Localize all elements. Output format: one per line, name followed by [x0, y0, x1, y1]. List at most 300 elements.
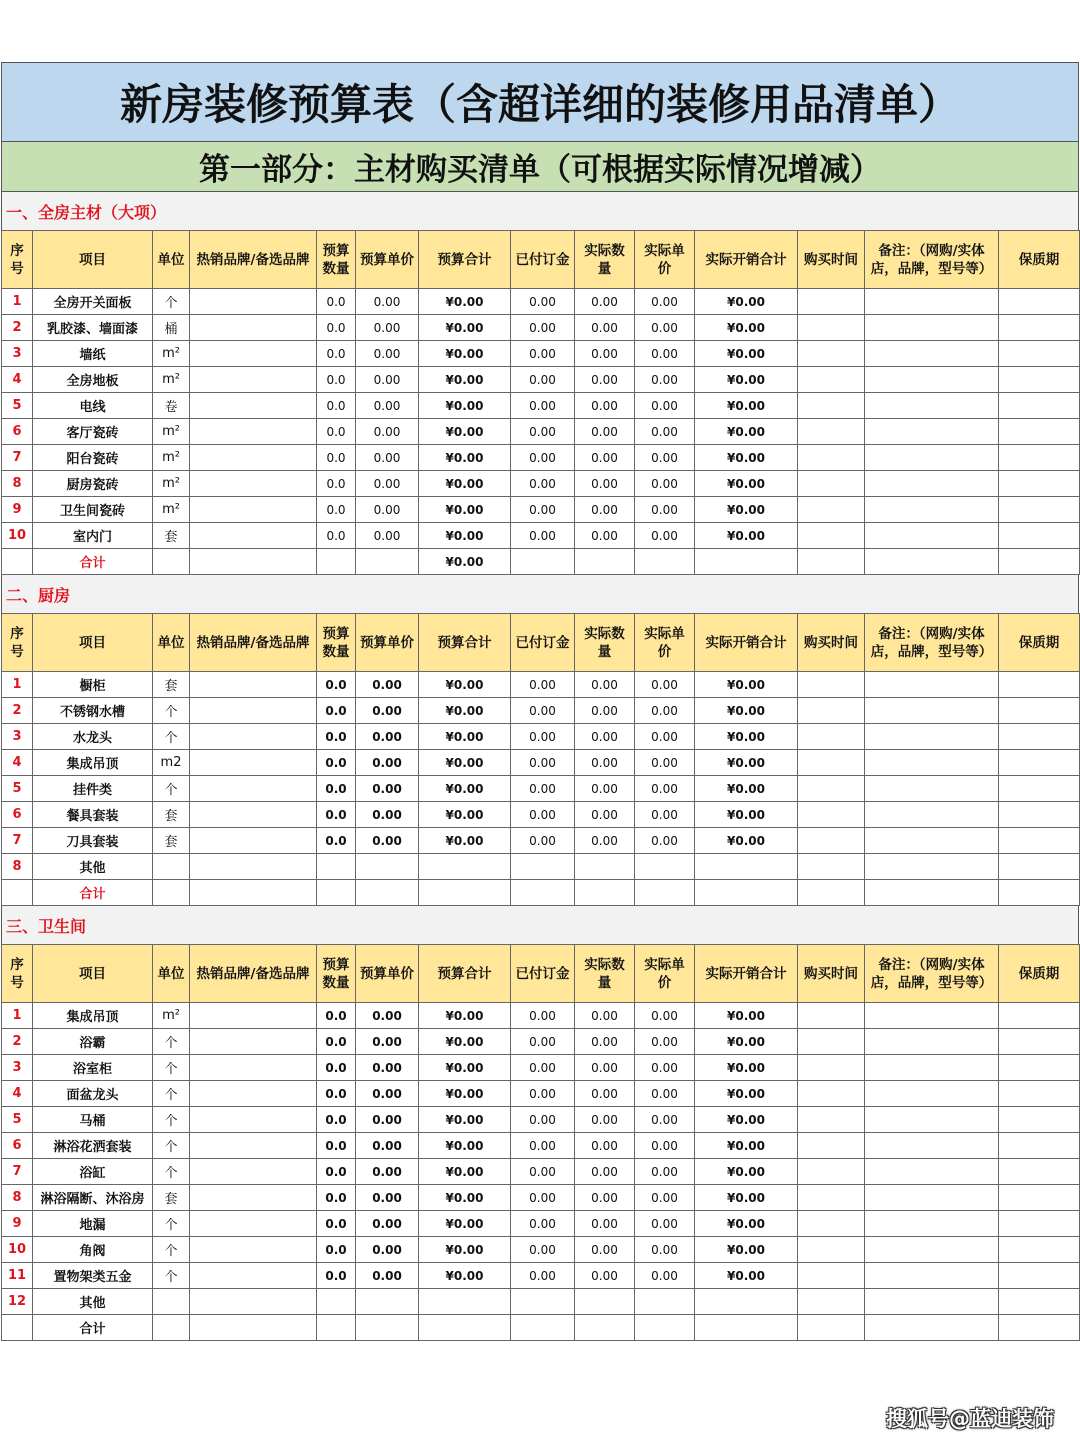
cell-qty[interactable]: 0.0: [317, 471, 356, 497]
cell-aprice[interactable]: 0.00: [635, 1237, 695, 1263]
cell-note[interactable]: [865, 776, 999, 802]
cell-warranty[interactable]: [999, 1081, 1080, 1107]
cell-aqty[interactable]: 0.00: [575, 1237, 635, 1263]
cell-aprice[interactable]: 0.00: [635, 471, 695, 497]
cell-brand[interactable]: [190, 1289, 317, 1315]
cell-time[interactable]: [798, 698, 865, 724]
cell-brand[interactable]: [190, 497, 317, 523]
cell-deposit[interactable]: 0.00: [511, 367, 575, 393]
cell-warranty[interactable]: [999, 854, 1080, 880]
cell-aqty[interactable]: 0.00: [575, 497, 635, 523]
cell-unit: [153, 854, 190, 880]
cell-time[interactable]: [798, 445, 865, 471]
cell-qty[interactable]: 0.0: [317, 315, 356, 341]
cell-aqty[interactable]: 0.00: [575, 672, 635, 698]
cell-aqty[interactable]: 0.00: [575, 776, 635, 802]
cell-note[interactable]: [865, 854, 999, 880]
cell-aqty[interactable]: 0.00: [575, 289, 635, 315]
cell-qty[interactable]: 0.0: [317, 1055, 356, 1081]
cell-note[interactable]: [865, 1081, 999, 1107]
cell-time[interactable]: [798, 393, 865, 419]
cell-note[interactable]: [865, 1211, 999, 1237]
cell-warranty[interactable]: [999, 1211, 1080, 1237]
cell-deposit[interactable]: 0.00: [511, 776, 575, 802]
cell-warranty[interactable]: [999, 776, 1080, 802]
cell-price[interactable]: 0.00: [356, 497, 419, 523]
cell-aprice[interactable]: 0.00: [635, 672, 695, 698]
cell-aprice[interactable]: 0.00: [635, 341, 695, 367]
cell-price[interactable]: 0.00: [356, 672, 419, 698]
cell-qty[interactable]: 0.0: [317, 828, 356, 854]
cell-actual: ¥0.00: [695, 750, 798, 776]
cell-aqty[interactable]: 0.00: [575, 1133, 635, 1159]
cell-brand[interactable]: [190, 776, 317, 802]
cell-aqty[interactable]: 0.00: [575, 1211, 635, 1237]
cell-actual: ¥0.00: [695, 471, 798, 497]
cell-qty[interactable]: 0.0: [317, 724, 356, 750]
cell-aqty[interactable]: 0.00: [575, 419, 635, 445]
cell-deposit[interactable]: 0.00: [511, 419, 575, 445]
cell-aqty[interactable]: 0.00: [575, 315, 635, 341]
cell-price[interactable]: 0.00: [356, 1055, 419, 1081]
cell-deposit[interactable]: 0.00: [511, 750, 575, 776]
cell-warranty[interactable]: [999, 497, 1080, 523]
cell-qty[interactable]: 0.0: [317, 1029, 356, 1055]
cell-aprice[interactable]: 0.00: [635, 1263, 695, 1289]
cell-aqty[interactable]: 0.00: [575, 1081, 635, 1107]
cell-price[interactable]: 0.00: [356, 1133, 419, 1159]
cell-price[interactable]: 0.00: [356, 1081, 419, 1107]
cell-note[interactable]: [865, 698, 999, 724]
cell-time[interactable]: [798, 776, 865, 802]
cell-time[interactable]: [798, 341, 865, 367]
column-header: 预算 数量: [317, 614, 356, 672]
cell-price[interactable]: 0.00: [356, 419, 419, 445]
cell-note[interactable]: [865, 289, 999, 315]
cell-brand[interactable]: [190, 471, 317, 497]
cell-warranty[interactable]: [999, 724, 1080, 750]
cell-unit: 套: [153, 802, 190, 828]
cell-aprice[interactable]: 0.00: [635, 367, 695, 393]
cell-note[interactable]: [865, 750, 999, 776]
cell-price[interactable]: 0.00: [356, 367, 419, 393]
cell-price[interactable]: 0.00: [356, 471, 419, 497]
cell-unit: 个: [153, 289, 190, 315]
cell-no: 2: [2, 315, 33, 341]
cell-aprice[interactable]: [635, 1289, 695, 1315]
cell-qty[interactable]: 0.0: [317, 672, 356, 698]
cell-budget: ¥0.00: [419, 776, 511, 802]
cell-note[interactable]: [865, 1133, 999, 1159]
cell-deposit[interactable]: 0.00: [511, 724, 575, 750]
cell-qty[interactable]: [317, 1289, 356, 1315]
cell-warranty[interactable]: [999, 1003, 1080, 1029]
column-header: 备注：（网购/实体 店，品牌，型号等）: [865, 231, 999, 289]
cell-aqty[interactable]: 0.00: [575, 1029, 635, 1055]
cell-note[interactable]: [865, 1237, 999, 1263]
cell-brand[interactable]: [190, 367, 317, 393]
cell-time[interactable]: [798, 802, 865, 828]
total-cell-time: [798, 549, 865, 575]
cell-price[interactable]: 0.00: [356, 1159, 419, 1185]
cell-note[interactable]: [865, 1107, 999, 1133]
cell-qty[interactable]: 0.0: [317, 445, 356, 471]
cell-brand[interactable]: [190, 1159, 317, 1185]
cell-aqty[interactable]: 0.00: [575, 1003, 635, 1029]
cell-deposit[interactable]: 0.00: [511, 393, 575, 419]
cell-no: 4: [2, 750, 33, 776]
cell-qty[interactable]: 0.0: [317, 1237, 356, 1263]
cell-warranty[interactable]: [999, 1055, 1080, 1081]
cell-qty[interactable]: 0.0: [317, 523, 356, 549]
cell-warranty[interactable]: [999, 1107, 1080, 1133]
cell-unit: 套: [153, 672, 190, 698]
cell-aprice[interactable]: 0.00: [635, 419, 695, 445]
cell-price[interactable]: 0.00: [356, 289, 419, 315]
cell-brand[interactable]: [190, 289, 317, 315]
cell-aprice[interactable]: 0.00: [635, 1029, 695, 1055]
cell-time[interactable]: [798, 1185, 865, 1211]
cell-warranty[interactable]: [999, 1237, 1080, 1263]
cell-warranty[interactable]: [999, 672, 1080, 698]
cell-aqty[interactable]: 0.00: [575, 445, 635, 471]
cell-qty[interactable]: 0.0: [317, 1211, 356, 1237]
cell-time[interactable]: [798, 1003, 865, 1029]
cell-aprice[interactable]: 0.00: [635, 445, 695, 471]
total-cell-qty: [317, 880, 356, 906]
cell-price[interactable]: 0.00: [356, 1003, 419, 1029]
cell-aprice[interactable]: 0.00: [635, 1081, 695, 1107]
cell-qty[interactable]: 0.0: [317, 1133, 356, 1159]
cell-qty[interactable]: 0.0: [317, 1107, 356, 1133]
cell-brand[interactable]: [190, 750, 317, 776]
cell-brand[interactable]: [190, 523, 317, 549]
cell-brand[interactable]: [190, 1211, 317, 1237]
cell-warranty[interactable]: [999, 1185, 1080, 1211]
cell-qty[interactable]: 0.0: [317, 419, 356, 445]
cell-price[interactable]: 0.00: [356, 523, 419, 549]
cell-qty[interactable]: 0.0: [317, 1159, 356, 1185]
cell-note[interactable]: [865, 471, 999, 497]
table-row: [2, 750, 1080, 776]
cell-warranty[interactable]: [999, 523, 1080, 549]
cell-deposit[interactable]: 0.00: [511, 672, 575, 698]
cell-price[interactable]: 0.00: [356, 341, 419, 367]
cell-time[interactable]: [798, 367, 865, 393]
cell-aqty[interactable]: 0.00: [575, 828, 635, 854]
cell-note[interactable]: [865, 802, 999, 828]
cell-warranty[interactable]: [999, 289, 1080, 315]
cell-aqty[interactable]: 0.00: [575, 1159, 635, 1185]
cell-brand[interactable]: [190, 341, 317, 367]
cell-brand[interactable]: [190, 445, 317, 471]
cell-brand[interactable]: [190, 854, 317, 880]
cell-qty[interactable]: 0.0: [317, 341, 356, 367]
cell-warranty[interactable]: [999, 750, 1080, 776]
cell-warranty[interactable]: [999, 1263, 1080, 1289]
cell-qty[interactable]: 0.0: [317, 802, 356, 828]
column-header: 预算合计: [419, 231, 511, 289]
cell-brand[interactable]: [190, 724, 317, 750]
cell-brand[interactable]: [190, 672, 317, 698]
cell-aprice[interactable]: 0.00: [635, 698, 695, 724]
cell-aprice[interactable]: 0.00: [635, 724, 695, 750]
cell-price[interactable]: 0.00: [356, 393, 419, 419]
cell-price[interactable]: 0.00: [356, 802, 419, 828]
column-header: 实际数 量: [575, 231, 635, 289]
cell-brand[interactable]: [190, 1055, 317, 1081]
column-header: 预算 数量: [317, 231, 356, 289]
cell-deposit[interactable]: 0.00: [511, 1237, 575, 1263]
cell-no: 2: [2, 1029, 33, 1055]
cell-aprice[interactable]: 0.00: [635, 523, 695, 549]
cell-qty[interactable]: 0.0: [317, 289, 356, 315]
cell-note[interactable]: [865, 419, 999, 445]
cell-aqty[interactable]: 0.00: [575, 724, 635, 750]
cell-qty[interactable]: 0.0: [317, 1185, 356, 1211]
cell-brand[interactable]: [190, 1133, 317, 1159]
cell-aqty[interactable]: 0.00: [575, 393, 635, 419]
cell-qty[interactable]: 0.0: [317, 497, 356, 523]
cell-deposit[interactable]: 0.00: [511, 1133, 575, 1159]
cell-budget: [419, 854, 511, 880]
cell-time[interactable]: [798, 289, 865, 315]
cell-note[interactable]: [865, 1263, 999, 1289]
cell-deposit[interactable]: 0.00: [511, 1003, 575, 1029]
total-cell-budget: [419, 880, 511, 906]
cell-brand[interactable]: [190, 1107, 317, 1133]
cell-aqty[interactable]: 0.00: [575, 471, 635, 497]
cell-time[interactable]: [798, 1263, 865, 1289]
cell-aprice[interactable]: 0.00: [635, 1107, 695, 1133]
cell-time[interactable]: [798, 419, 865, 445]
cell-time[interactable]: [798, 1289, 865, 1315]
cell-note[interactable]: [865, 1185, 999, 1211]
cell-deposit[interactable]: 0.00: [511, 289, 575, 315]
cell-deposit[interactable]: 0.00: [511, 445, 575, 471]
cell-aqty[interactable]: [575, 854, 635, 880]
cell-note[interactable]: [865, 315, 999, 341]
cell-time[interactable]: [798, 497, 865, 523]
cell-brand[interactable]: [190, 802, 317, 828]
cell-unit: 个: [153, 698, 190, 724]
cell-time[interactable]: [798, 523, 865, 549]
cell-note[interactable]: [865, 1029, 999, 1055]
cell-time[interactable]: [798, 1237, 865, 1263]
cell-note[interactable]: [865, 1003, 999, 1029]
cell-aprice[interactable]: 0.00: [635, 315, 695, 341]
cell-deposit[interactable]: 0.00: [511, 1263, 575, 1289]
cell-aprice[interactable]: 0.00: [635, 802, 695, 828]
cell-time[interactable]: [798, 315, 865, 341]
cell-actual: ¥0.00: [695, 367, 798, 393]
cell-aqty[interactable]: 0.00: [575, 1263, 635, 1289]
cell-deposit[interactable]: 0.00: [511, 341, 575, 367]
cell-name: 室内门: [33, 523, 153, 549]
cell-aprice[interactable]: 0.00: [635, 750, 695, 776]
cell-note[interactable]: [865, 672, 999, 698]
cell-brand[interactable]: [190, 1081, 317, 1107]
cell-price[interactable]: 0.00: [356, 1263, 419, 1289]
cell-warranty[interactable]: [999, 419, 1080, 445]
cell-brand[interactable]: [190, 1029, 317, 1055]
cell-qty[interactable]: [317, 854, 356, 880]
cell-price[interactable]: 0.00: [356, 1211, 419, 1237]
cell-price[interactable]: 0.00: [356, 776, 419, 802]
cell-warranty[interactable]: [999, 367, 1080, 393]
cell-time[interactable]: [798, 1211, 865, 1237]
cell-deposit[interactable]: 0.00: [511, 698, 575, 724]
cell-price[interactable]: 0.00: [356, 1107, 419, 1133]
cell-qty[interactable]: 0.0: [317, 776, 356, 802]
cell-aqty[interactable]: 0.00: [575, 523, 635, 549]
cell-aqty[interactable]: 0.00: [575, 802, 635, 828]
cell-price[interactable]: 0.00: [356, 698, 419, 724]
cell-warranty[interactable]: [999, 1289, 1080, 1315]
cell-warranty[interactable]: [999, 445, 1080, 471]
cell-aqty[interactable]: 0.00: [575, 1107, 635, 1133]
cell-no: 6: [2, 1133, 33, 1159]
cell-aqty[interactable]: 0.00: [575, 1185, 635, 1211]
cell-deposit[interactable]: 0.00: [511, 1029, 575, 1055]
cell-note[interactable]: [865, 1289, 999, 1315]
cell-warranty[interactable]: [999, 1029, 1080, 1055]
cell-note[interactable]: [865, 497, 999, 523]
cell-deposit[interactable]: 0.00: [511, 1055, 575, 1081]
cell-qty[interactable]: 0.0: [317, 1003, 356, 1029]
cell-price[interactable]: 0.00: [356, 1029, 419, 1055]
cell-deposit[interactable]: 0.00: [511, 1081, 575, 1107]
cell-brand[interactable]: [190, 1263, 317, 1289]
cell-warranty[interactable]: [999, 802, 1080, 828]
cell-deposit[interactable]: 0.00: [511, 523, 575, 549]
cell-qty[interactable]: 0.0: [317, 1263, 356, 1289]
cell-time[interactable]: [798, 672, 865, 698]
cell-deposit[interactable]: [511, 1289, 575, 1315]
cell-brand[interactable]: [190, 1237, 317, 1263]
cell-warranty[interactable]: [999, 1159, 1080, 1185]
cell-aqty[interactable]: 0.00: [575, 750, 635, 776]
cell-time[interactable]: [798, 1133, 865, 1159]
cell-unit: m²: [153, 419, 190, 445]
cell-price[interactable]: 0.00: [356, 724, 419, 750]
cell-warranty[interactable]: [999, 393, 1080, 419]
cell-price[interactable]: 0.00: [356, 828, 419, 854]
cell-time[interactable]: [798, 471, 865, 497]
cell-brand[interactable]: [190, 1003, 317, 1029]
cell-price[interactable]: 0.00: [356, 1237, 419, 1263]
cell-aqty[interactable]: 0.00: [575, 341, 635, 367]
cell-qty[interactable]: 0.0: [317, 750, 356, 776]
cell-time[interactable]: [798, 1107, 865, 1133]
cell-deposit[interactable]: 0.00: [511, 1185, 575, 1211]
cell-price[interactable]: 0.00: [356, 1185, 419, 1211]
cell-deposit[interactable]: 0.00: [511, 471, 575, 497]
cell-warranty[interactable]: [999, 315, 1080, 341]
cell-note[interactable]: [865, 828, 999, 854]
cell-time[interactable]: [798, 854, 865, 880]
cell-deposit[interactable]: 0.00: [511, 828, 575, 854]
cell-warranty[interactable]: [999, 698, 1080, 724]
cell-aprice[interactable]: 0.00: [635, 776, 695, 802]
cell-aprice[interactable]: 0.00: [635, 828, 695, 854]
cell-deposit[interactable]: 0.00: [511, 1107, 575, 1133]
cell-price[interactable]: 0.00: [356, 445, 419, 471]
cell-deposit[interactable]: [511, 854, 575, 880]
cell-aqty[interactable]: 0.00: [575, 698, 635, 724]
cell-note[interactable]: [865, 523, 999, 549]
cell-note[interactable]: [865, 341, 999, 367]
cell-brand[interactable]: [190, 315, 317, 341]
cell-warranty[interactable]: [999, 828, 1080, 854]
cell-note[interactable]: [865, 1055, 999, 1081]
cell-budget: [419, 1289, 511, 1315]
cell-aprice[interactable]: 0.00: [635, 1133, 695, 1159]
cell-time[interactable]: [798, 724, 865, 750]
cell-warranty[interactable]: [999, 341, 1080, 367]
cell-time[interactable]: [798, 1055, 865, 1081]
cell-aqty[interactable]: 0.00: [575, 1055, 635, 1081]
cell-price[interactable]: [356, 854, 419, 880]
cell-note[interactable]: [865, 367, 999, 393]
cell-deposit[interactable]: 0.00: [511, 1211, 575, 1237]
cell-brand[interactable]: [190, 393, 317, 419]
cell-time[interactable]: [798, 828, 865, 854]
cell-aprice[interactable]: 0.00: [635, 1211, 695, 1237]
cell-aqty[interactable]: [575, 1289, 635, 1315]
cell-aprice[interactable]: 0.00: [635, 289, 695, 315]
cell-qty[interactable]: 0.0: [317, 367, 356, 393]
cell-warranty[interactable]: [999, 1133, 1080, 1159]
cell-deposit[interactable]: 0.00: [511, 802, 575, 828]
cell-time[interactable]: [798, 1159, 865, 1185]
cell-time[interactable]: [798, 1081, 865, 1107]
cell-brand[interactable]: [190, 698, 317, 724]
cell-aprice[interactable]: 0.00: [635, 1185, 695, 1211]
table-row: [2, 1107, 1080, 1133]
cell-unit: 个: [153, 1081, 190, 1107]
cell-price[interactable]: 0.00: [356, 315, 419, 341]
cell-time[interactable]: [798, 1029, 865, 1055]
cell-qty[interactable]: 0.0: [317, 1081, 356, 1107]
cell-qty[interactable]: 0.0: [317, 698, 356, 724]
cell-budget: ¥0.00: [419, 750, 511, 776]
cell-aprice[interactable]: 0.00: [635, 497, 695, 523]
cell-deposit[interactable]: 0.00: [511, 497, 575, 523]
cell-aprice[interactable]: 0.00: [635, 1003, 695, 1029]
cell-qty[interactable]: 0.0: [317, 393, 356, 419]
cell-note[interactable]: [865, 445, 999, 471]
cell-budget: ¥0.00: [419, 1029, 511, 1055]
cell-price[interactable]: 0.00: [356, 750, 419, 776]
cell-brand[interactable]: [190, 1185, 317, 1211]
cell-time[interactable]: [798, 750, 865, 776]
cell-aprice[interactable]: 0.00: [635, 1159, 695, 1185]
cell-brand[interactable]: [190, 828, 317, 854]
cell-aprice[interactable]: [635, 854, 695, 880]
cell-deposit[interactable]: 0.00: [511, 1159, 575, 1185]
cell-warranty[interactable]: [999, 471, 1080, 497]
cell-aprice[interactable]: 0.00: [635, 1055, 695, 1081]
cell-price[interactable]: [356, 1289, 419, 1315]
cell-aprice[interactable]: 0.00: [635, 393, 695, 419]
cell-note[interactable]: [865, 724, 999, 750]
cell-note[interactable]: [865, 1159, 999, 1185]
cell-aqty[interactable]: 0.00: [575, 367, 635, 393]
cell-note[interactable]: [865, 393, 999, 419]
cell-deposit[interactable]: 0.00: [511, 315, 575, 341]
cell-brand[interactable]: [190, 419, 317, 445]
